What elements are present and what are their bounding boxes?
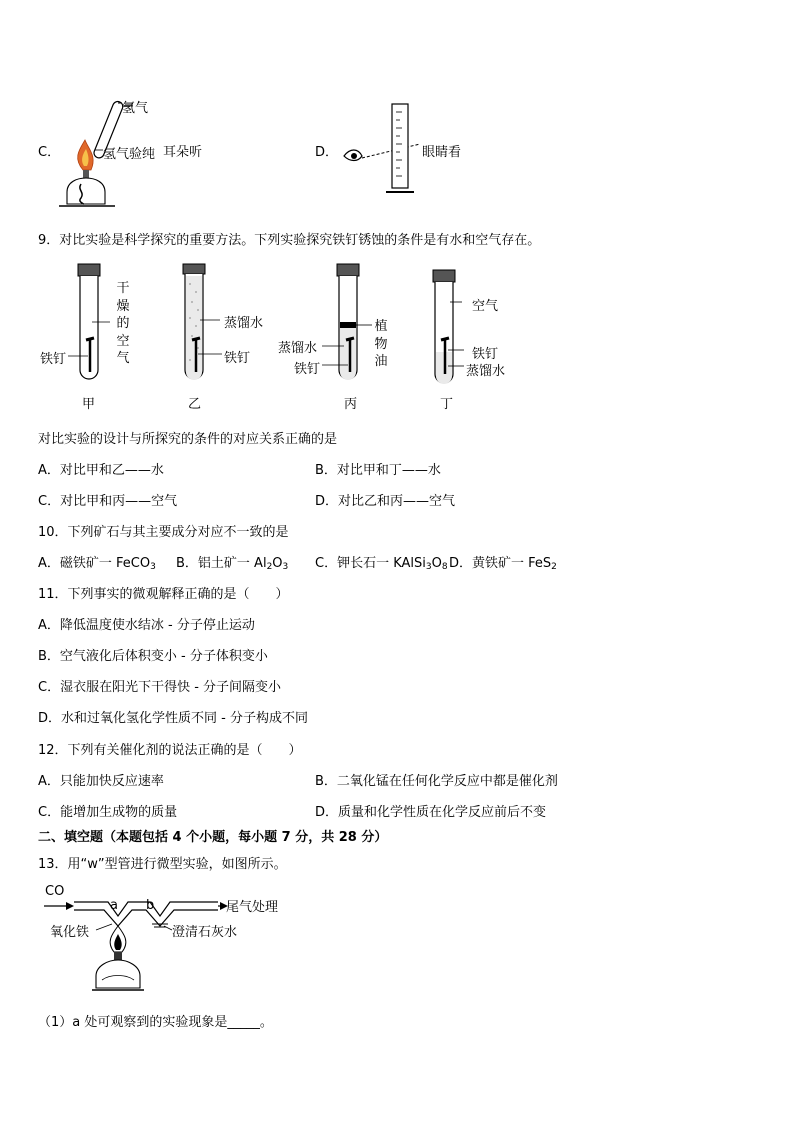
- q11-option-a[interactable]: A．降低温度使水结冰 - 分子停止运动: [38, 618, 255, 633]
- q10-stem: 10．下列矿石与其主要成分对应不一致的是: [38, 525, 289, 540]
- q13-iron-oxide-label: 氧化铁: [50, 925, 90, 940]
- q9-question: 对比实验的设计与所探究的条件的对应关系正确的是: [38, 432, 338, 447]
- q10-option-d[interactable]: D．黄铁矿一 FeS$_2$: [449, 556, 557, 572]
- q13-label-b: b: [146, 898, 155, 913]
- test-tube-ding-icon: [433, 270, 464, 384]
- q9-option-b[interactable]: B．对比甲和丁——水: [315, 463, 441, 478]
- q9-bing-nail-label: 铁钉: [294, 362, 321, 377]
- q9-option-d[interactable]: D．对比乙和丙——空气: [315, 494, 456, 509]
- q10-option-b[interactable]: B．铝土矿一 $Al_2O_3$: [176, 556, 289, 572]
- q9-ding-name: 丁: [440, 397, 454, 412]
- q9-yi-nail-label: 铁钉: [224, 351, 251, 366]
- q13-label-a: a: [110, 898, 118, 913]
- q10-option-a[interactable]: A．磁铁矿一 FeCO$_3$: [38, 556, 156, 572]
- q12-option-b[interactable]: B．二氧化锰在任何化学反应中都是催化剂: [315, 774, 558, 789]
- q8-option-c-letter: C．: [38, 145, 61, 160]
- alcohol-lamp-icon: [96, 960, 140, 988]
- q9-jia-nail-label: 铁钉: [40, 352, 67, 367]
- test-tube-bing-icon: [322, 264, 372, 380]
- section-2-title: 二、填空题（本题包括 4 个小题，每小题 7 分，共 28 分）: [38, 830, 388, 845]
- q11-stem: 11．下列事实的微观解释正确的是（ ）: [38, 587, 289, 602]
- q9-yi-water-label: 蒸馏水: [224, 316, 264, 331]
- eye-icon: [344, 150, 362, 161]
- q9-ding-nail-label: 铁钉: [472, 347, 499, 362]
- q9-bing-name: 丙: [344, 397, 358, 412]
- q9-ding-water-label: 蒸馏水: [466, 364, 506, 379]
- q13-subquestion-1: （1）a 处可观察到的实验现象是_____。: [38, 1015, 273, 1030]
- q11-option-c[interactable]: C．湿衣服在阳光下干得快 - 分子间隔变小: [38, 680, 282, 695]
- q12-stem: 12．下列有关催化剂的说法正确的是（ ）: [38, 743, 302, 758]
- q11-option-b[interactable]: B．空气液化后体积变小 - 分子体积变小: [38, 649, 268, 664]
- q9-option-c[interactable]: C．对比甲和丙——空气: [38, 494, 178, 509]
- graduated-cylinder-icon: [386, 104, 414, 192]
- q13-co-label: CO: [45, 884, 65, 899]
- alcohol-lamp-icon: [67, 178, 105, 204]
- q8-c-label-purity: 氢气验纯: [103, 147, 156, 162]
- q9-jia-name: 甲: [82, 397, 96, 412]
- q12-option-a[interactable]: A．只能加快反应速率: [38, 774, 164, 789]
- q11-option-d[interactable]: D．水和过氧化氢化学性质不同 - 分子构成不同: [38, 711, 308, 726]
- q13-limewater-label: 澄清石灰水: [172, 925, 238, 940]
- q9-option-a[interactable]: A．对比甲和乙——水: [38, 463, 164, 478]
- q9-jia-air-label: 干 燥 的 空 气: [116, 281, 130, 366]
- q8-option-d-letter: D．: [315, 145, 339, 160]
- q13-stem: 13．用“w”型管进行微型实验，如图所示。: [38, 857, 287, 872]
- q12-option-d[interactable]: D．质量和化学性质在化学反应前后不变: [315, 805, 547, 820]
- q8-c-label-ear: 耳朵听: [163, 145, 203, 160]
- q9-bing-oil-label: 植 物 油: [374, 319, 388, 369]
- q8-d-label-eye: 眼睛看: [422, 145, 462, 160]
- q9-ding-air-label: 空气: [472, 299, 499, 314]
- q9-yi-name: 乙: [188, 397, 202, 412]
- test-tube-yi-icon: [183, 264, 222, 380]
- q12-option-c[interactable]: C．能增加生成物的质量: [38, 805, 178, 820]
- q9-bing-water-label: 蒸馏水: [278, 341, 318, 356]
- q8-c-label-hydrogen: 氢气: [122, 101, 149, 116]
- q13-tail-gas-label: 尾气处理: [226, 900, 279, 915]
- q9-stem: 9．对比实验是科学探究的重要方法。下列实验探究铁钉锈蚀的条件是有水和空气存在。: [38, 233, 541, 248]
- test-tube-jia-icon: [68, 264, 110, 379]
- q10-option-c[interactable]: C．钾长石一 $KAlSi_3O_8$: [315, 556, 448, 572]
